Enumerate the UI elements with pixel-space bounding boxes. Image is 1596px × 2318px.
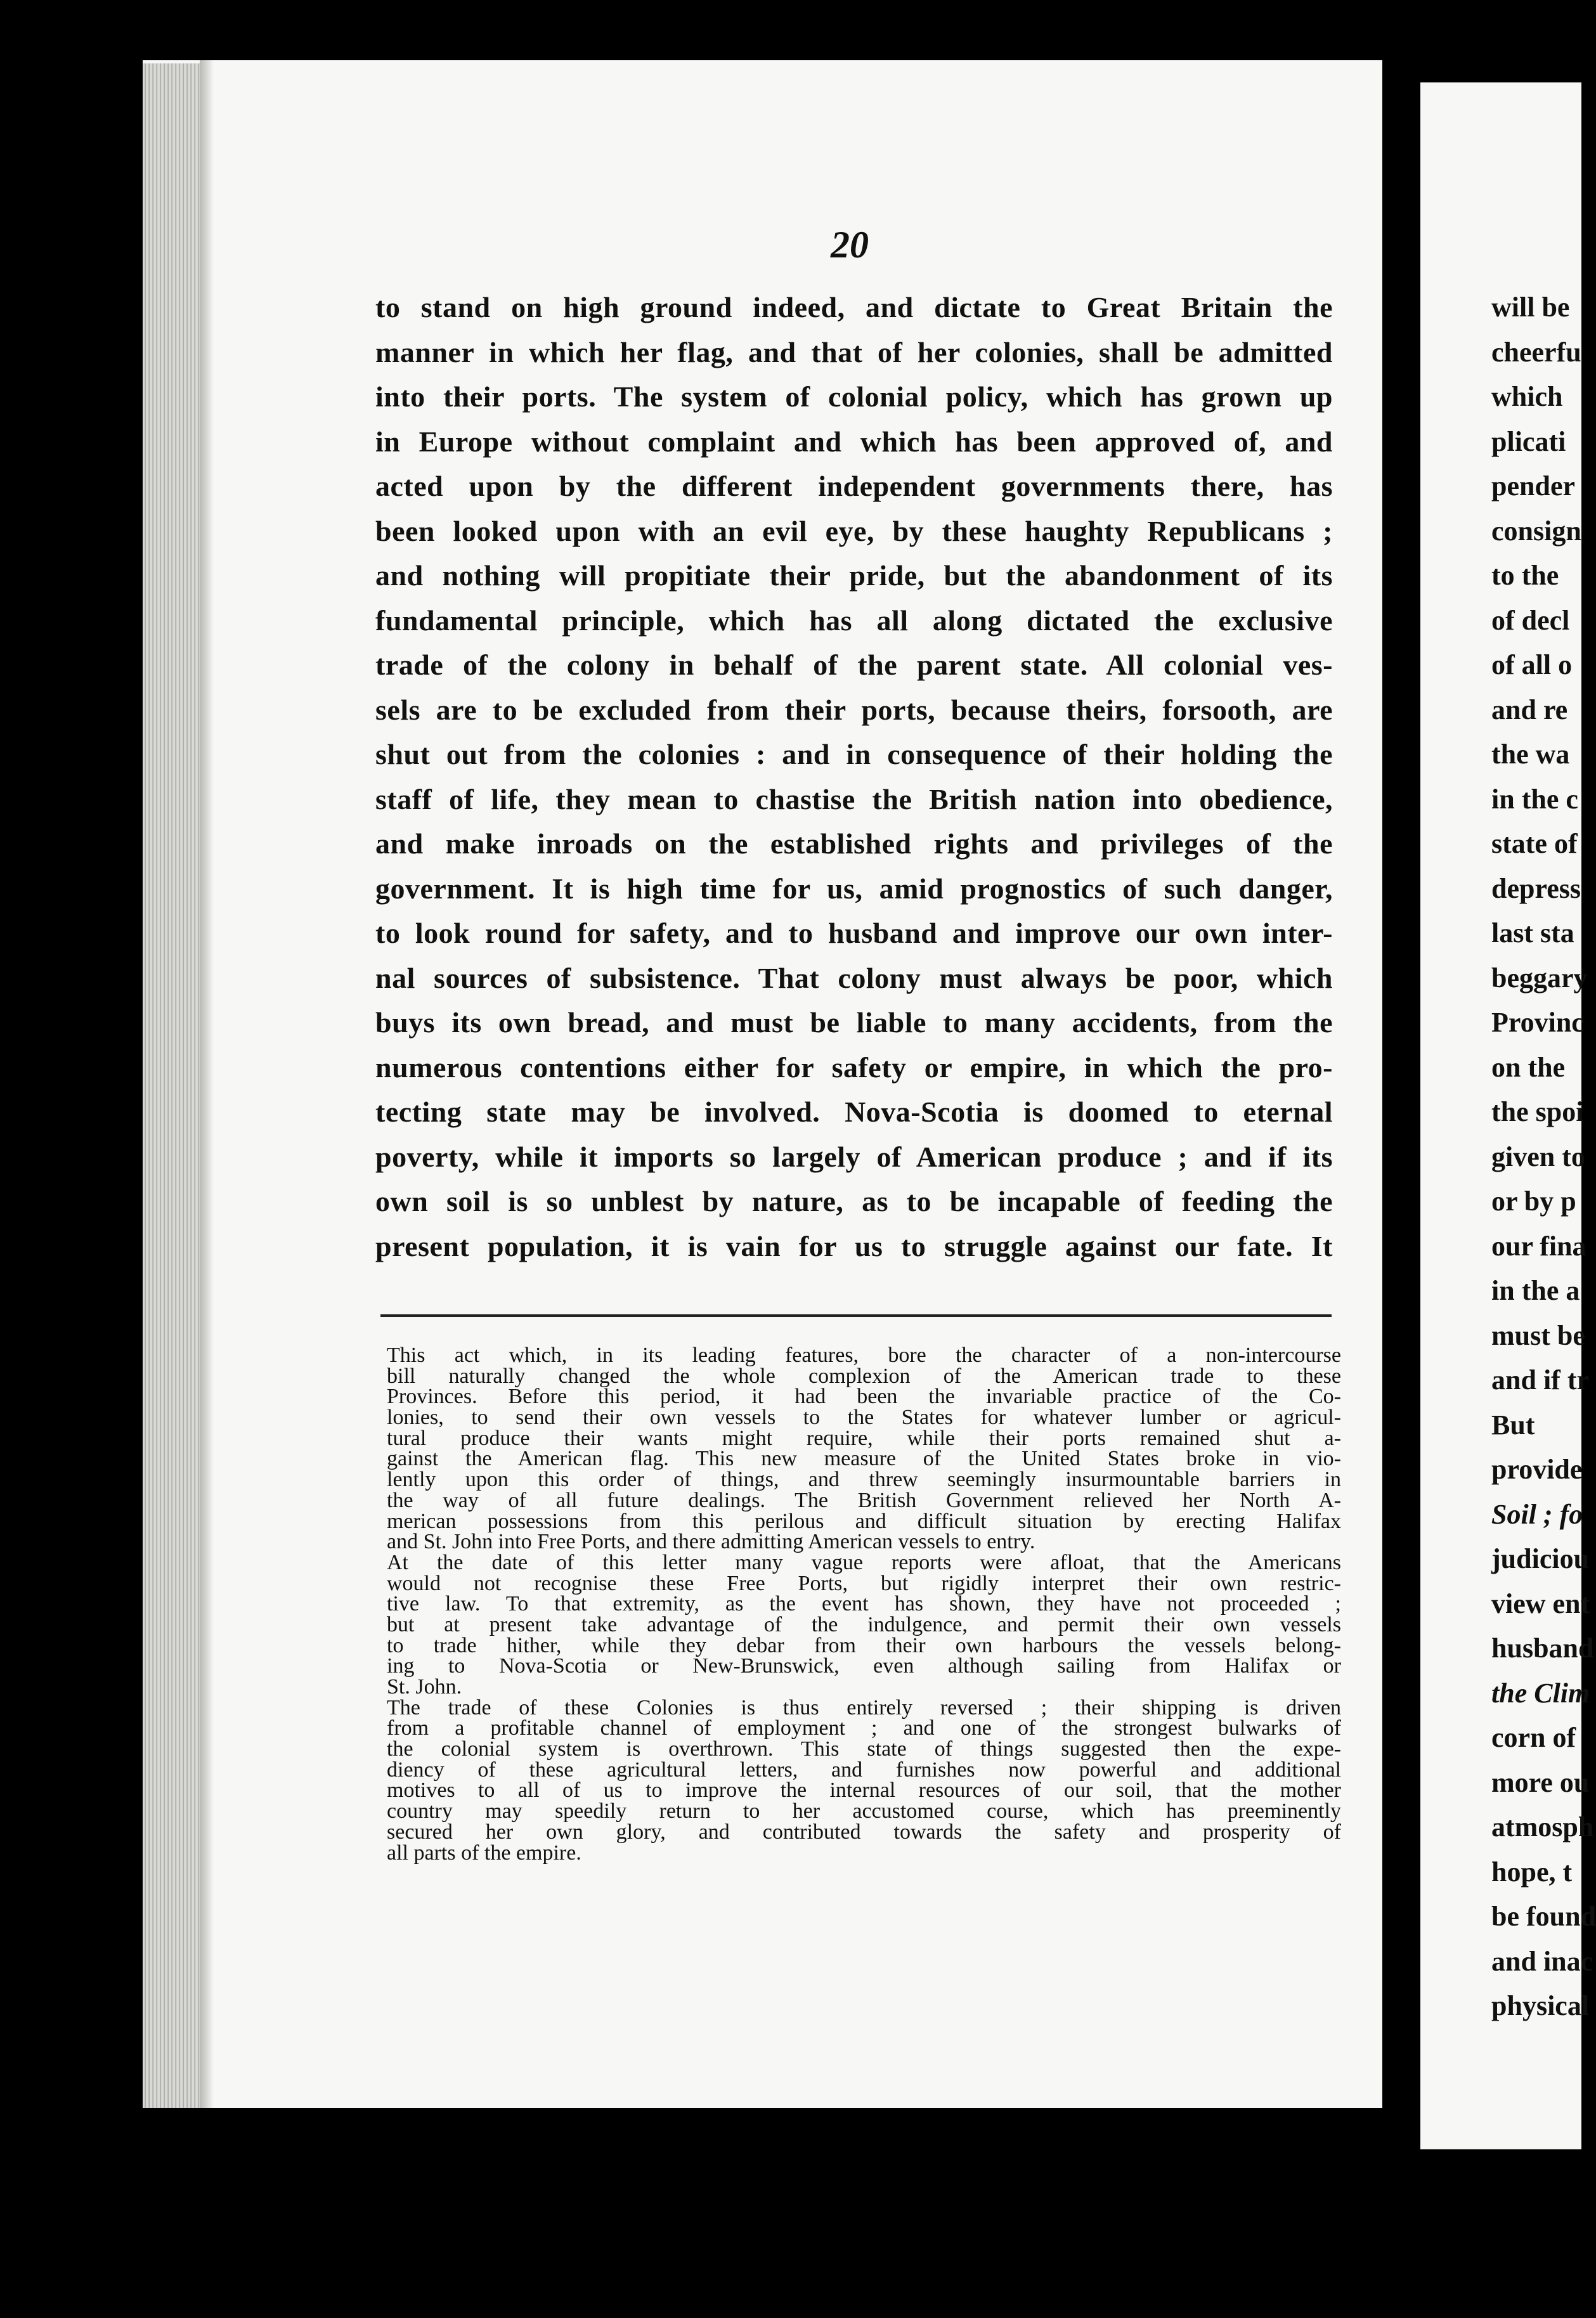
rline-line: atmosph — [1491, 1811, 1594, 1842]
rline-line: view ent — [1491, 1588, 1590, 1619]
line-line: present population, it is vain for us to struggle against our fate. It — [375, 1229, 1333, 1262]
rline-line: pender — [1491, 470, 1575, 502]
line-line: government. It is high time for us, amid prognostics of such danger, — [375, 872, 1333, 905]
rline-line: in the a — [1491, 1275, 1580, 1306]
rline-line: provide — [1491, 1454, 1583, 1485]
fn-line: motives to all of us to improve the internal resources of our soil, that the mother — [387, 1778, 1341, 1803]
page-edges — [143, 63, 203, 2108]
rline-line: Soil ; fo — [1491, 1498, 1583, 1530]
rline-line: and inac — [1491, 1945, 1593, 1977]
line-line: own soil is so unblest by nature, as to be incapable of feeding the — [375, 1185, 1333, 1217]
line-line: tecting state may be involved. Nova-Scotia is doomed to eternal — [375, 1096, 1333, 1128]
rline-line: and re — [1491, 694, 1568, 725]
rline-line: beggary — [1491, 962, 1588, 994]
line-line: to stand on high ground indeed, and dictate to Great Britain the — [375, 291, 1333, 323]
gutter-shadow — [200, 60, 214, 2108]
fn-line: diency of these agricultural letters, and furnishes now powerful and additional — [387, 1758, 1341, 1782]
fn-line: gainst the American flag. This new measure of the United States broke in vio- — [387, 1447, 1341, 1471]
line-line: been looked upon with an evil eye, by these haughty Republicans ; — [375, 514, 1333, 547]
fn-line: would not recognise these Free Ports, but rigidly interpret their own restric- — [387, 1571, 1341, 1595]
page-number: 20 — [831, 224, 869, 266]
rline-line: which — [1491, 381, 1563, 412]
rline-line: of all o — [1491, 649, 1573, 680]
rline-line: our fina — [1491, 1230, 1586, 1262]
fn-line: to trade hither, while they debar from their own harbours the vessels belong- — [387, 1633, 1341, 1657]
rline-line: to the — [1491, 560, 1559, 591]
rline-line: on the — [1491, 1051, 1566, 1083]
line-line: numerous contentions either for safety or empire, in which the pro- — [375, 1051, 1333, 1084]
fn-line: from a profitable channel of employment ; and one of the strongest bulwarks of — [387, 1716, 1341, 1740]
line-line: and make inroads on the established rights and privileges of the — [375, 827, 1333, 860]
line-line: sels are to be excluded from their ports, because theirs, forsooth, are — [375, 693, 1333, 726]
line-line: staff of life, they mean to chastise the British nation into obedience, — [375, 782, 1333, 815]
fn-line: country may speedily return to her accustomed course, which has preeminently — [387, 1799, 1341, 1823]
footnote-rule — [380, 1314, 1332, 1317]
line-line: in Europe without complaint and which has been approved of, and — [375, 425, 1333, 458]
line-line: acted upon by the different independent governments there, has — [375, 470, 1333, 502]
rline-line: judiciou — [1491, 1543, 1590, 1574]
rline-line: hope, t — [1491, 1856, 1573, 1887]
right-page-text — [1491, 285, 1596, 2029]
rline-line: last sta — [1491, 917, 1574, 949]
rline-line: cheerfu — [1491, 336, 1581, 368]
fn-line: lonies, to send their own vessels to the States for whatever lumber or agricul- — [387, 1406, 1341, 1430]
rline-line: be found — [1491, 1901, 1596, 1932]
rline-line: or by p — [1491, 1186, 1576, 1217]
rline-line: the Clim — [1491, 1677, 1590, 1709]
rline-line: given to — [1491, 1141, 1585, 1172]
fn-line: bill naturally changed the whole complexion of the American trade to these — [387, 1364, 1341, 1388]
rline-line: depress — [1491, 872, 1581, 904]
rline-line: and if tr — [1491, 1364, 1589, 1395]
fn-line: The trade of these Colonies is thus entirely reversed ; their shipping is driven — [387, 1695, 1341, 1719]
rline-line: consign — [1491, 515, 1581, 547]
rline-line: plicati — [1491, 425, 1566, 457]
fn-line: This act which, in its leading features, bore the character of a non-intercourse — [387, 1344, 1341, 1367]
fn-line: merican possessions from this perilous and difficult situation by erecting Halifax — [387, 1509, 1341, 1533]
line-line: to look round for safety, and to husband and improve our own inter- — [375, 917, 1333, 949]
rline-line: the wa — [1491, 739, 1570, 770]
line-line: poverty, while it imports so largely of American produce ; and if its — [375, 1140, 1333, 1173]
rline-line: the spoi — [1491, 1096, 1584, 1127]
footnotes — [387, 1345, 1341, 1863]
line-line: fundamental principle, which has all along dictated the exclusive — [375, 604, 1333, 637]
line-line: manner in which her flag, and that of her colonies, shall be admitted — [375, 335, 1333, 368]
fn-line: all parts of the empire. — [387, 1841, 581, 1865]
line-line: into their ports. The system of colonial policy, which has grown up — [375, 380, 1333, 413]
main-text — [375, 285, 1333, 1269]
rline-line: state of — [1491, 828, 1578, 859]
rline-line: more ou — [1491, 1766, 1590, 1798]
fn-line: the colonial system is overthrown. This state of things suggested then the expe- — [387, 1737, 1341, 1761]
rline-line: husband — [1491, 1633, 1594, 1664]
rline-line: of decl — [1491, 604, 1570, 636]
fn-line: ing to Nova-Scotia or New-Brunswick, even although sailing from Halifax or — [387, 1654, 1341, 1678]
fn-line: and St. John into Free Ports, and there admitting American vessels to entry. — [387, 1530, 1035, 1554]
fn-line: tural produce their wants might require, while their ports remained shut a- — [387, 1426, 1341, 1450]
rline-line: corn of — [1491, 1722, 1576, 1753]
rline-line: must be — [1491, 1319, 1585, 1351]
line-line: buys its own bread, and must be liable to many accidents, from the — [375, 1006, 1333, 1039]
fn-line: secured her own glory, and contributed towards the safety and prosperity of — [387, 1820, 1341, 1844]
rline-line: But — [1491, 1409, 1535, 1441]
fn-line: Provinces. Before this period, it had been the invariable practice of the Co- — [387, 1385, 1341, 1409]
line-line: and nothing will propitiate their pride, but the abandonment of its — [375, 559, 1333, 592]
fn-line: tive law. To that extremity, as the event has shown, they have not proceeded ; — [387, 1592, 1341, 1616]
fn-line: St. John. — [387, 1675, 462, 1699]
rline-line: Provinc — [1491, 1007, 1584, 1038]
line-line: nal sources of subsistence. That colony must always be poor, which — [375, 961, 1333, 994]
rline-line: in the c — [1491, 783, 1578, 815]
rline-line: will be — [1491, 292, 1570, 323]
line-line: shut out from the colonies : and in consequence of their holding the — [375, 738, 1333, 770]
fn-line: lently upon this order of things, and threw seemingly insurmountable barriers in — [387, 1468, 1341, 1492]
rline-line: physical — [1491, 1990, 1590, 2021]
line-line: trade of the colony in behalf of the parent state. All colonial ves- — [375, 649, 1333, 681]
fn-line: At the date of this letter many vague reports were afloat, that the Americans — [387, 1550, 1341, 1574]
fn-line: but at present take advantage of the indulgence, and permit their own vessels — [387, 1612, 1341, 1636]
fn-line: the way of all future dealings. The British Government relieved her North A- — [387, 1488, 1341, 1512]
